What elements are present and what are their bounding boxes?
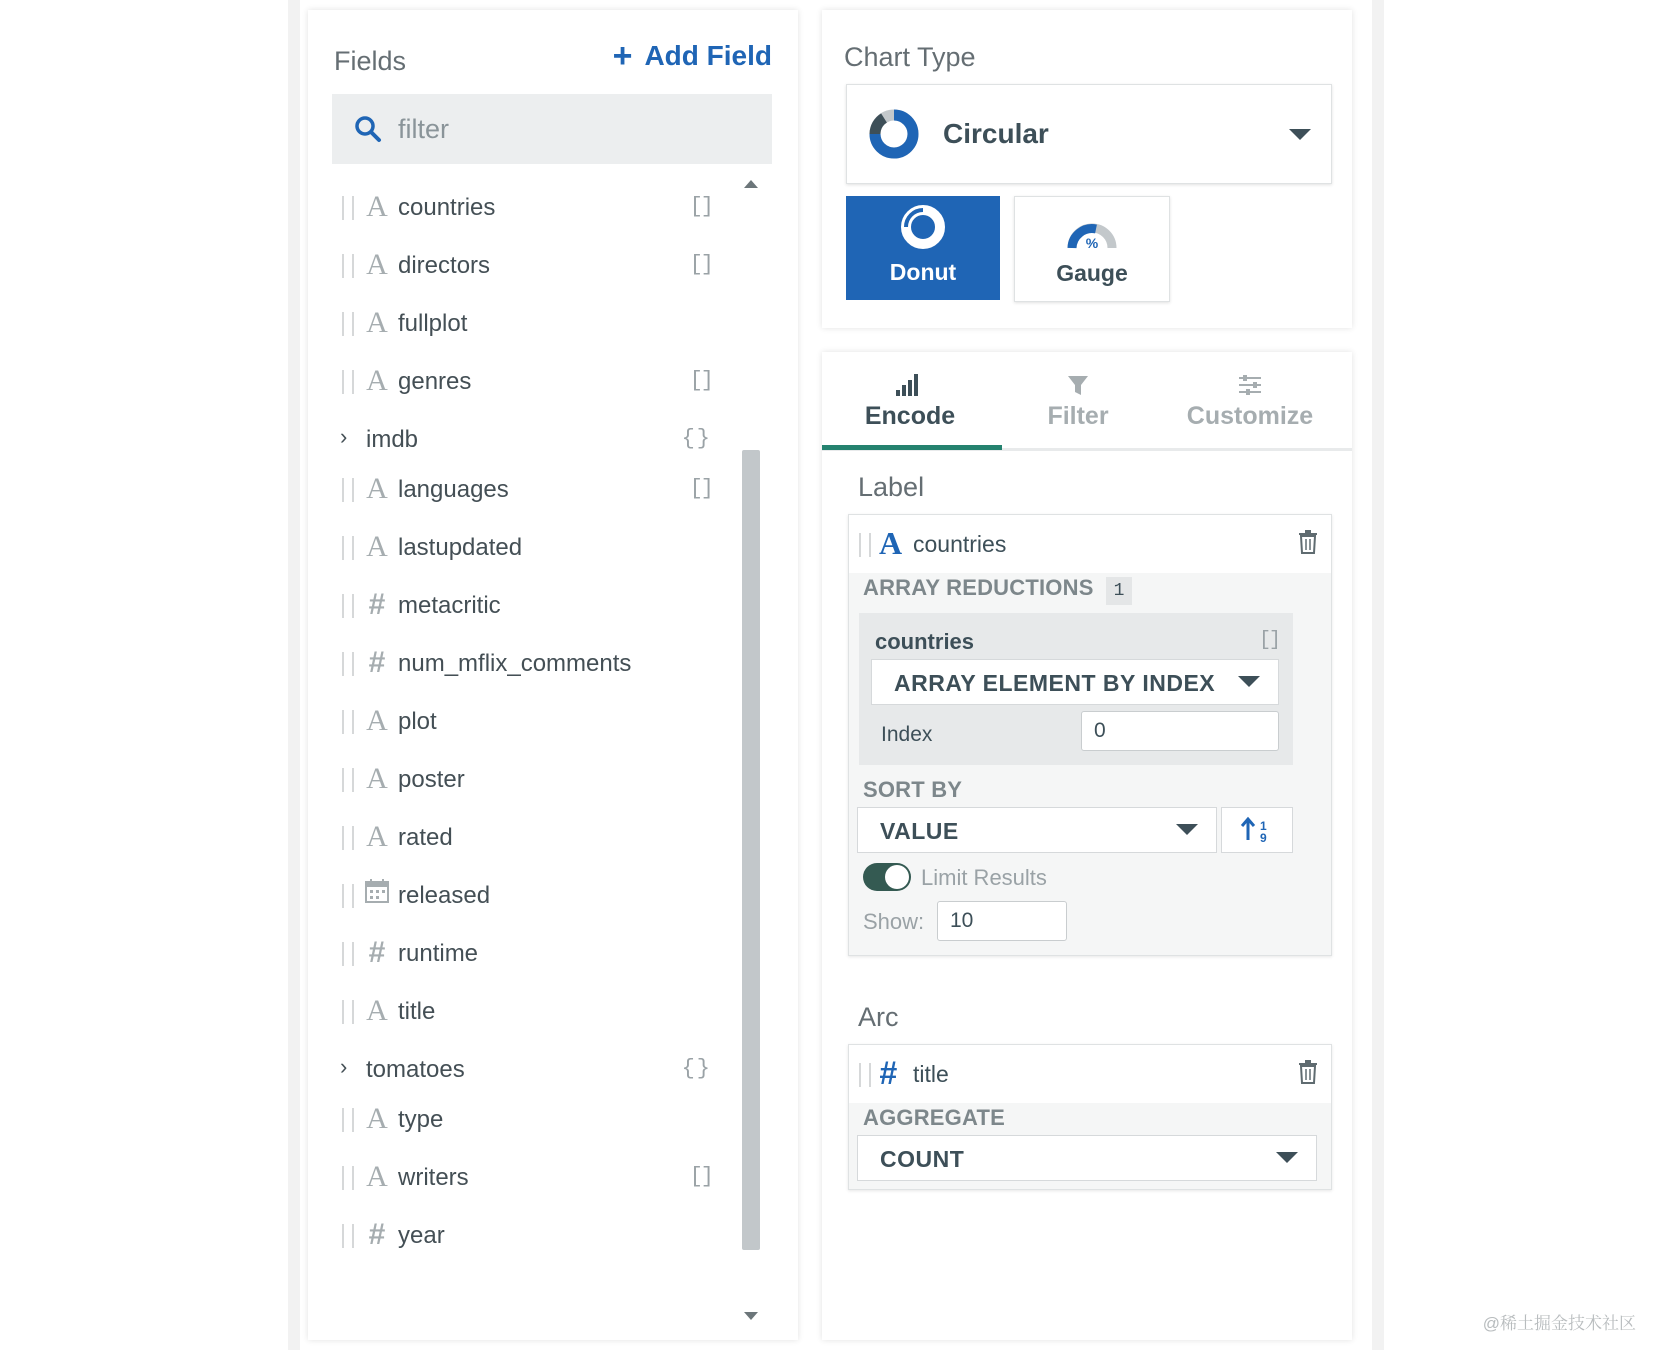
index-input[interactable] xyxy=(1081,711,1279,751)
scrollbar-thumb[interactable] xyxy=(742,450,760,1250)
toggle-knob xyxy=(885,865,909,889)
fields-panel xyxy=(308,10,798,1340)
label-field-name: countries xyxy=(913,531,1007,557)
label-field-card xyxy=(848,514,1332,956)
letter-a-icon: A xyxy=(366,1102,388,1135)
background-strip xyxy=(288,0,300,1350)
sort-by-select[interactable] xyxy=(857,807,1217,853)
letter-a-icon: A xyxy=(366,306,388,339)
calendar-icon xyxy=(362,878,392,912)
plus-icon: + xyxy=(612,37,633,75)
bar-signal-icon xyxy=(822,370,998,400)
fields-title: Fields xyxy=(334,46,407,76)
chevron-down-icon xyxy=(1276,1152,1298,1163)
add-field-label: Add Field xyxy=(644,40,772,71)
tab-customize[interactable] xyxy=(1162,370,1338,431)
aggregate-value: COUNT xyxy=(880,1146,965,1172)
drag-handle-icon[interactable] xyxy=(342,536,354,560)
reduction-method-value: ARRAY ELEMENT BY INDEX xyxy=(894,670,1216,696)
watermark: @稀土掘金技术社区 xyxy=(1482,1314,1636,1333)
field-item-genres[interactable] xyxy=(332,352,724,410)
field-name: metacritic xyxy=(398,592,501,619)
svg-text:9: 9 xyxy=(1260,831,1267,845)
field-name: tomatoes xyxy=(366,1056,465,1083)
label-field-header xyxy=(849,515,1331,573)
drag-handle-icon[interactable] xyxy=(342,594,354,618)
field-name: countries xyxy=(398,194,496,221)
letter-a-icon: A xyxy=(366,364,388,397)
drag-handle-icon[interactable] xyxy=(342,254,354,278)
field-name: num_mflix_comments xyxy=(398,650,632,677)
chevron-down-icon xyxy=(1176,824,1198,835)
arc-section-title: Arc xyxy=(858,1002,899,1032)
tab-filter[interactable] xyxy=(990,370,1166,431)
tab-customize-label: Customize xyxy=(1186,402,1314,430)
drag-handle-icon[interactable] xyxy=(342,1224,354,1248)
gauge-subtype-button[interactable] xyxy=(1014,196,1170,302)
letter-a-icon: A xyxy=(366,190,388,223)
array-reductions-label: ARRAY REDUCTIONS xyxy=(863,575,1094,600)
chart-type-selected: Circular xyxy=(943,118,1049,149)
field-name: title xyxy=(398,998,436,1025)
funnel-icon xyxy=(990,370,1166,400)
drag-handle-icon[interactable] xyxy=(342,1166,354,1190)
field-name: languages xyxy=(398,476,509,503)
aggregate-select[interactable] xyxy=(857,1135,1317,1181)
letter-a-icon: A xyxy=(366,472,388,505)
hash-icon: # xyxy=(368,588,386,621)
chevron-right-icon[interactable]: › xyxy=(340,424,348,449)
field-item-title[interactable] xyxy=(332,982,724,1040)
drag-handle-icon[interactable] xyxy=(342,768,354,792)
drag-handle-icon[interactable] xyxy=(342,652,354,676)
field-name: writers xyxy=(398,1164,469,1191)
field-name: plot xyxy=(398,708,437,735)
hash-icon: # xyxy=(879,1055,897,1091)
show-limit-input[interactable] xyxy=(937,901,1067,941)
scroll-up-arrow-icon[interactable] xyxy=(744,180,758,188)
reduction-field-name: countries xyxy=(875,629,975,654)
svg-text:%: % xyxy=(1085,235,1099,251)
hash-icon: # xyxy=(368,646,386,679)
field-item-type[interactable] xyxy=(332,1090,724,1148)
sliders-icon xyxy=(1162,370,1338,400)
field-list xyxy=(332,178,724,1264)
drag-handle-icon[interactable] xyxy=(342,312,354,336)
field-name: directors xyxy=(398,252,491,279)
arc-field-header xyxy=(849,1045,1331,1103)
field-name: runtime xyxy=(398,940,479,967)
search-icon xyxy=(354,115,382,143)
drag-handle-icon[interactable] xyxy=(342,478,354,502)
array-reduction-box xyxy=(859,613,1293,765)
field-item-tomatoes[interactable] xyxy=(332,1040,724,1090)
brackets-icon: [] xyxy=(689,476,712,501)
field-item-lastupdated[interactable] xyxy=(332,518,724,576)
field-item-rated[interactable] xyxy=(332,808,724,866)
scroll-down-arrow-icon[interactable] xyxy=(744,1312,758,1320)
scrollbar[interactable] xyxy=(740,180,762,1320)
hash-icon: # xyxy=(368,936,386,969)
drag-handle-icon[interactable] xyxy=(342,942,354,966)
field-item-countries[interactable] xyxy=(332,178,724,236)
index-label: Index xyxy=(881,723,933,746)
letter-a-icon: A xyxy=(366,820,388,853)
field-item-plot[interactable] xyxy=(332,692,724,750)
chevron-right-icon[interactable]: › xyxy=(340,1054,348,1079)
array-reductions-heading xyxy=(863,575,1132,605)
field-name: rated xyxy=(398,824,453,851)
field-item-directors[interactable] xyxy=(332,236,724,294)
drag-handle-icon[interactable] xyxy=(342,1108,354,1132)
donut-icon xyxy=(897,201,949,253)
arc-field-name: title xyxy=(913,1061,949,1087)
label-section-title: Label xyxy=(858,472,925,502)
active-tab-indicator xyxy=(822,445,1002,450)
braces-icon: {} xyxy=(681,426,712,451)
brackets-icon: [] xyxy=(689,1164,712,1189)
letter-a-icon: A xyxy=(366,994,388,1027)
drag-handle-icon[interactable] xyxy=(342,370,354,394)
chart-type-panel xyxy=(822,10,1352,328)
brackets-icon: [] xyxy=(689,194,712,219)
donut-label: Donut xyxy=(889,259,957,285)
field-search xyxy=(332,94,772,164)
field-item-metacritic[interactable] xyxy=(332,576,724,634)
show-label: Show: xyxy=(863,909,925,934)
drag-handle-icon[interactable] xyxy=(342,1000,354,1024)
sort-direction-button[interactable] xyxy=(1221,807,1293,853)
reduction-method-select[interactable] xyxy=(871,659,1279,705)
svg-text:1: 1 xyxy=(1260,819,1267,833)
sort-by-label: SORT BY xyxy=(863,777,963,802)
chevron-down-icon xyxy=(1289,129,1311,140)
drag-handle-icon[interactable] xyxy=(859,1063,871,1087)
field-name: type xyxy=(398,1106,444,1133)
brackets-icon: [] xyxy=(689,252,712,277)
drag-handle-icon[interactable] xyxy=(342,710,354,734)
field-name: fullplot xyxy=(398,310,468,337)
field-name: lastupdated xyxy=(398,534,523,561)
drag-handle-icon[interactable] xyxy=(342,884,354,908)
tab-encode-label: Encode xyxy=(864,402,956,430)
gauge-label: Gauge xyxy=(1056,260,1128,286)
limit-results-label: Limit Results xyxy=(921,865,1047,890)
encode-tabs xyxy=(822,352,1352,451)
sort-ascending-icon xyxy=(1222,808,1292,852)
background-strip xyxy=(1372,0,1384,1350)
arc-field-card xyxy=(848,1044,1332,1190)
drag-handle-icon[interactable] xyxy=(342,196,354,220)
encode-panel xyxy=(822,352,1352,1340)
braces-icon: {} xyxy=(681,1056,712,1081)
field-name: year xyxy=(398,1222,445,1249)
letter-a-icon: A xyxy=(366,530,388,563)
field-name: released xyxy=(398,882,491,909)
field-item-num_mflix_comments[interactable] xyxy=(332,634,724,692)
trash-icon[interactable] xyxy=(1297,529,1319,555)
brackets-icon: [] xyxy=(689,368,712,393)
letter-a-icon: A xyxy=(879,525,903,561)
limit-results-toggle[interactable] xyxy=(863,863,911,891)
donut-subtype-button[interactable] xyxy=(846,196,1000,300)
field-item-fullplot[interactable] xyxy=(332,294,724,352)
tab-encode[interactable] xyxy=(822,370,998,431)
field-item-runtime[interactable] xyxy=(332,924,724,982)
trash-icon[interactable] xyxy=(1297,1059,1319,1085)
tab-filter-label: Filter xyxy=(1047,402,1109,430)
field-item-released[interactable] xyxy=(332,866,724,924)
field-item-writers[interactable] xyxy=(332,1148,724,1206)
drag-handle-icon[interactable] xyxy=(859,533,871,557)
array-reductions-count: 1 xyxy=(1106,577,1132,605)
field-name: poster xyxy=(398,766,465,793)
chart-type-select[interactable] xyxy=(846,84,1332,184)
aggregate-label: AGGREGATE xyxy=(863,1105,1005,1130)
letter-a-icon: A xyxy=(366,1160,388,1193)
field-filter-input[interactable] xyxy=(396,113,760,146)
field-name: imdb xyxy=(366,426,419,453)
drag-handle-icon[interactable] xyxy=(342,826,354,850)
sort-by-value: VALUE xyxy=(880,818,959,844)
field-item-imdb[interactable] xyxy=(332,410,724,460)
letter-a-icon: A xyxy=(366,704,388,737)
field-name: genres xyxy=(398,368,472,395)
hash-icon: # xyxy=(368,1218,386,1251)
chart-type-title: Chart Type xyxy=(844,42,976,72)
gauge-icon xyxy=(1064,210,1120,254)
letter-a-icon: A xyxy=(366,762,388,795)
brackets-icon: [] xyxy=(1258,629,1279,652)
add-field-button[interactable] xyxy=(612,37,772,75)
field-item-year[interactable] xyxy=(332,1206,724,1264)
circular-chart-icon xyxy=(867,107,921,161)
letter-a-icon: A xyxy=(366,248,388,281)
chevron-down-icon xyxy=(1238,676,1260,687)
field-item-languages[interactable] xyxy=(332,460,724,518)
field-item-poster[interactable] xyxy=(332,750,724,808)
